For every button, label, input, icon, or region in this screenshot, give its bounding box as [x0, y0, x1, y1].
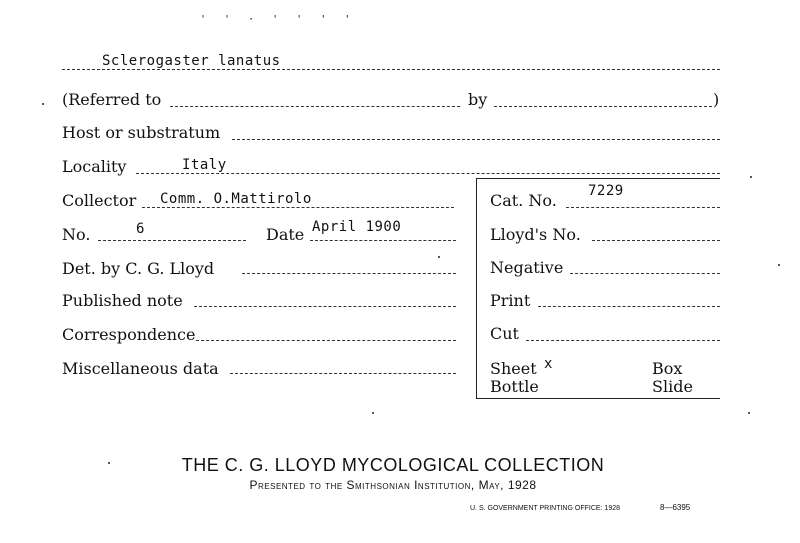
sheet-mark: x — [544, 356, 553, 372]
cat-no-label: Cat. No. — [490, 191, 557, 210]
collection-title: THE C. G. LLOYD MYCOLOGICAL COLLECTION — [181, 455, 605, 475]
host-line — [232, 139, 720, 140]
det-line — [242, 273, 456, 274]
name-line — [62, 69, 720, 70]
scan-speck — [750, 176, 752, 178]
collector-value: Comm. O.Mattirolo — [160, 191, 312, 207]
locality-label: Locality — [62, 157, 127, 176]
lloyds-no-label: Lloyd's No. — [490, 225, 581, 244]
published-line — [194, 306, 456, 307]
by-line — [494, 106, 712, 107]
date-line — [310, 240, 456, 241]
correspondence-line — [196, 340, 456, 341]
close-paren: ) — [713, 90, 720, 109]
form-number: 8—6395 — [660, 503, 691, 512]
scan-speck — [438, 256, 440, 258]
locality-line — [136, 173, 720, 174]
catalog-box-border-bottom — [476, 398, 720, 399]
cut-label: Cut — [490, 324, 519, 343]
date-value: April 1900 — [312, 219, 402, 235]
print-label: Print — [490, 291, 531, 310]
collection-subtitle: Presented to the Smithsonian Institution, May, 1928 — [249, 478, 537, 492]
misc-line — [230, 373, 456, 374]
det-label: Det. by C. G. Lloyd — [62, 259, 215, 278]
negative-label: Negative — [490, 258, 564, 277]
scan-speck — [748, 412, 750, 414]
published-label: Published note — [62, 291, 183, 310]
collector-line — [142, 207, 454, 208]
slide-label: Slide — [652, 377, 693, 396]
lloyds-no-line — [592, 240, 720, 241]
by-label: by — [468, 90, 488, 109]
collector-label: Collector — [62, 191, 137, 210]
date-label: Date — [266, 225, 305, 244]
referred-label: (Referred to — [62, 90, 162, 109]
catalog-box-border-top — [476, 178, 720, 179]
no-label: No. — [62, 225, 91, 244]
locality-value: Italy — [182, 157, 227, 173]
negative-line — [570, 273, 720, 274]
correspondence-label: Correspondence — [62, 325, 196, 344]
scan-speck — [108, 462, 110, 464]
scan-speck — [42, 103, 44, 105]
no-line — [98, 240, 246, 241]
host-label: Host or substratum — [62, 123, 221, 142]
cut-line — [526, 340, 720, 341]
referred-line — [170, 106, 460, 107]
sheet-label: Sheet — [490, 359, 537, 378]
scan-speck — [372, 412, 374, 414]
print-line — [538, 306, 720, 307]
catalog-box-border-left — [476, 178, 477, 398]
species-name: Sclerogaster lanatus — [102, 53, 281, 69]
top-marks: ' ' · ' ' ' ' — [200, 14, 357, 25]
no-value: 6 — [136, 221, 145, 237]
box-label: Box — [652, 359, 683, 378]
cat-no-value: 7229 — [588, 183, 624, 199]
misc-label: Miscellaneous data — [62, 359, 219, 378]
scan-speck — [778, 264, 780, 266]
bottle-label: Bottle — [490, 377, 539, 396]
printer-imprint: U. S. GOVERNMENT PRINTING OFFICE: 1928 — [470, 505, 621, 512]
cat-no-line — [566, 207, 720, 208]
